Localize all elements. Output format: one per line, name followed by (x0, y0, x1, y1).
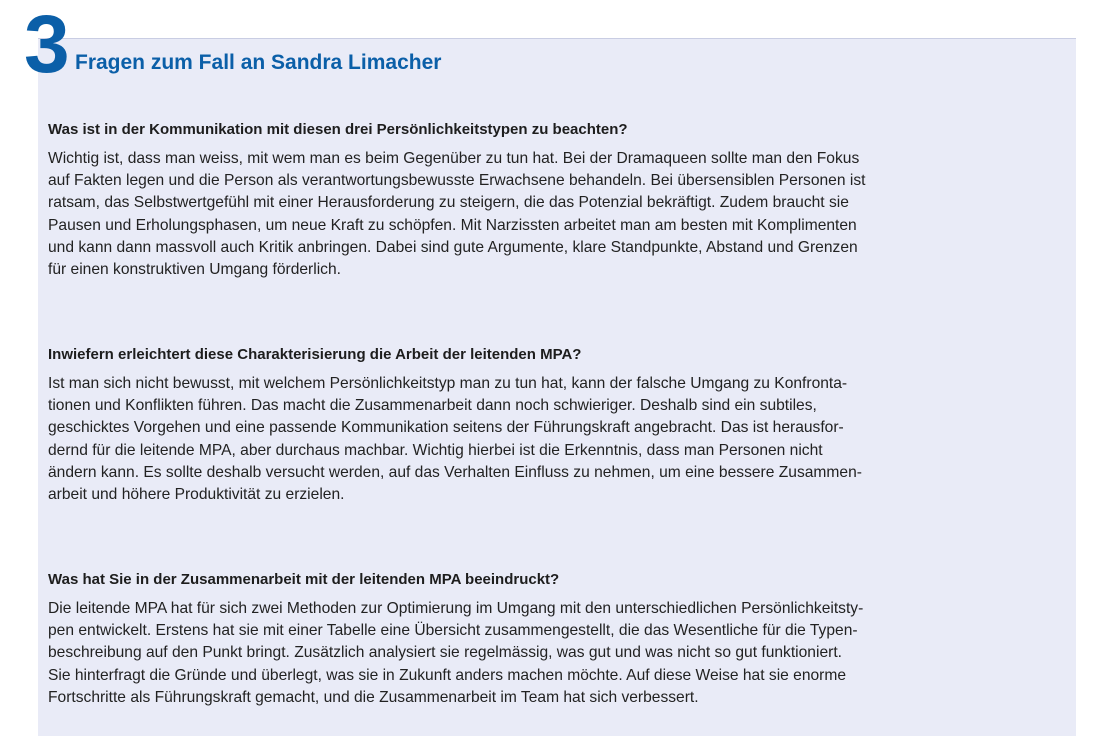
section-number: 3 (24, 0, 68, 90)
answer-line: Wichtig ist, dass man weiss, mit wem man es beim Gegenüber zu tun hat. Bei der Dramaqueen sollte man den Fokus (48, 150, 860, 167)
answer-line: und kann dann massvoll auch Kritik anbringen. Dabei sind gute Argumente, klare Standpunkte, Abstand und Grenzen (48, 238, 858, 256)
answer-line: auf Fakten legen und die Person als verantwortungsbewusste Erwachsene behandeln. Bei übersensiblen Personen ist (48, 172, 866, 190)
qa-block-3 (48, 570, 1068, 709)
answer-line: Fortschritte als Führungskraft gemacht, und die Zusammenarbeit im Team hat sich verbessert. (48, 688, 699, 706)
answer-line: pen entwickelt. Erstens hat sie mit einer Tabelle eine Übersicht zusammengestellt, die das Wesentliche für die Typen- (48, 622, 858, 640)
answer-line: geschicktes Vorgehen und eine passende Kommunikation seitens der Führungskraft angebracht. Das ist herausfor- (48, 419, 844, 437)
qa-block-1 (48, 120, 1068, 281)
answer-line: Die leitende MPA hat für sich zwei Methoden zur Optimierung im Umgang mit den unterschiedlichen Persönlichkeitsty- (48, 600, 864, 617)
question-heading: Inwiefern erleichtert diese Charakterisierung die Arbeit der leitenden MPA? (48, 346, 582, 363)
answer-line: ratsam, das Selbstwertgefühl mit einer Herausforderung zu steigern, die das Potenzial bekräftigt. Zudem braucht sie (48, 194, 849, 212)
answer-line: für einen konstruktiven Umgang förderlich. (48, 261, 341, 279)
answer-line: ändern kann. Es sollte deshalb versucht werden, auf das Verhalten Einfluss zu nehmen, um eine bessere Zusammen- (48, 463, 862, 481)
answer-line: tionen und Konflikten führen. Das macht die Zusammenarbeit dann noch schwieriger. Deshalb sind ein subtiles, (48, 397, 817, 415)
answer-line: Ist man sich nicht bewusst, mit welchem Persönlichkeitstyp man zu tun hat, kann der falsche Umgang zu Konfronta- (48, 375, 848, 392)
answer-line: Sie hinterfragt die Gründe und überlegt, was sie in Zukunft anders machen möchte. Auf diese Weise hat sie enorme (48, 666, 847, 684)
answer-line: arbeit und höhere Produktivität zu erzielen. (48, 486, 345, 504)
answer-line: beschreibung auf den Punkt bringt. Zusätzlich analysiert sie regelmässig, was gut und was nicht so gut funktioniert. (48, 644, 842, 662)
answer-paragraph (48, 148, 1068, 281)
answer-paragraph (48, 598, 1068, 709)
question-heading: Was hat Sie in der Zusammenarbeit mit der leitenden MPA beeindruckt? (48, 571, 560, 588)
answer-line: Pausen und Erholungsphasen, um neue Kraft zu schöpfen. Mit Narzissten arbeitet man am besten mit Komplimenten (48, 216, 857, 234)
qa-block-2 (48, 345, 1068, 506)
section-title: Fragen zum Fall an Sandra Limacher (75, 51, 442, 74)
answer-line: dernd für die leitende MPA, aber durchaus machbar. Wichtig hierbei ist die Erkenntnis, dass man Personen nicht (48, 441, 823, 459)
question-heading: Was ist in der Kommunikation mit diesen drei Persönlichkeitstypen zu beachten? (48, 121, 628, 138)
answer-paragraph (48, 373, 1068, 506)
